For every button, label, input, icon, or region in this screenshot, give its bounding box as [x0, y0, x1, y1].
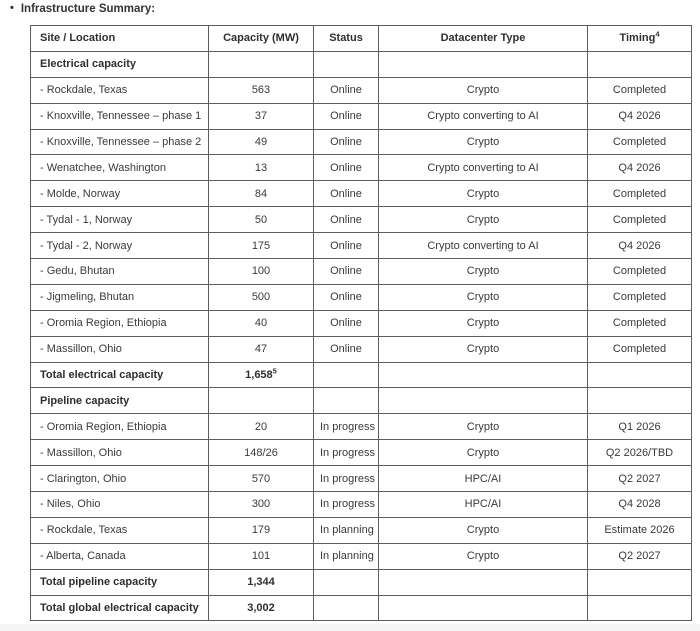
- cell-status: Online: [314, 181, 379, 207]
- cell-site: - Tydal - 2, Norway: [31, 233, 209, 259]
- bottom-strip: [0, 624, 700, 631]
- cell-site: - Wenatchee, Washington: [31, 155, 209, 181]
- cell-dc-type: Crypto: [379, 517, 588, 543]
- cell-capacity: [209, 388, 314, 414]
- cell-capacity: 50: [209, 207, 314, 233]
- table-row: [31, 233, 692, 259]
- column-header-status: Status: [314, 26, 379, 52]
- cell-site: Total global electrical capacity: [31, 595, 209, 621]
- cell-capacity: 13: [209, 155, 314, 181]
- cell-site: - Knoxville, Tennessee – phase 2: [31, 129, 209, 155]
- cell-status: [314, 51, 379, 77]
- cell-capacity: 49: [209, 129, 314, 155]
- cell-site: - Clarington, Ohio: [31, 466, 209, 492]
- table-row: [31, 517, 692, 543]
- cell-capacity: 1,658$^5$: [209, 362, 314, 388]
- cell-status: In planning: [314, 517, 379, 543]
- table-row: [31, 103, 692, 129]
- cell-dc-type: Crypto: [379, 129, 588, 155]
- cell-dc-type: Crypto: [379, 543, 588, 569]
- cell-dc-type: [379, 569, 588, 595]
- cell-site: - Gedu, Bhutan: [31, 259, 209, 285]
- cell-status: Online: [314, 103, 379, 129]
- column-header-capacity: Capacity (MW): [209, 26, 314, 52]
- cell-site: Pipeline capacity: [31, 388, 209, 414]
- cell-timing: [588, 362, 692, 388]
- cell-capacity: 300: [209, 492, 314, 518]
- cell-capacity: 500: [209, 284, 314, 310]
- cell-dc-type: Crypto converting to AI: [379, 103, 588, 129]
- cell-status: [314, 569, 379, 595]
- cell-site: - Massillon, Ohio: [31, 440, 209, 466]
- cell-dc-type: Crypto: [379, 207, 588, 233]
- cell-timing: Completed: [588, 259, 692, 285]
- cell-dc-type: HPC/AI: [379, 492, 588, 518]
- cell-dc-type: [379, 51, 588, 77]
- infrastructure-table: [30, 25, 692, 621]
- cell-site: - Rockdale, Texas: [31, 517, 209, 543]
- cell-status: In progress: [314, 466, 379, 492]
- cell-dc-type: Crypto: [379, 181, 588, 207]
- cell-dc-type: Crypto: [379, 284, 588, 310]
- cell-dc-type: [379, 595, 588, 621]
- cell-site: - Rockdale, Texas: [31, 77, 209, 103]
- table-row: [31, 155, 692, 181]
- infrastructure-table-body: [31, 51, 692, 621]
- table-row: [31, 284, 692, 310]
- cell-capacity: 563: [209, 77, 314, 103]
- cell-timing: Q4 2026: [588, 233, 692, 259]
- table-header: [31, 26, 692, 52]
- cell-timing: Q4 2026: [588, 103, 692, 129]
- cell-timing: Q2 2027: [588, 466, 692, 492]
- cell-capacity: 40: [209, 310, 314, 336]
- table-row: [31, 336, 692, 362]
- cell-status: Online: [314, 129, 379, 155]
- footnote-marker: 5: [272, 366, 277, 376]
- table-row: [31, 595, 692, 621]
- table-row: [31, 388, 692, 414]
- cell-site: - Oromia Region, Ethiopia: [31, 414, 209, 440]
- cell-dc-type: Crypto converting to AI: [379, 155, 588, 181]
- cell-site: - Oromia Region, Ethiopia: [31, 310, 209, 336]
- cell-dc-type: Crypto: [379, 336, 588, 362]
- cell-status: Online: [314, 284, 379, 310]
- cell-timing: Estimate 2026: [588, 517, 692, 543]
- table-row: [31, 569, 692, 595]
- cell-timing: [588, 51, 692, 77]
- cell-site: - Massillon, Ohio: [31, 336, 209, 362]
- cell-timing: [588, 569, 692, 595]
- section-title-text: Infrastructure Summary:: [20, 3, 156, 15]
- table-row: [31, 310, 692, 336]
- cell-status: In progress: [314, 492, 379, 518]
- cell-status: Online: [314, 336, 379, 362]
- cell-timing: Q2 2027: [588, 543, 692, 569]
- cell-capacity: 84: [209, 181, 314, 207]
- table-row: [31, 543, 692, 569]
- cell-dc-type: [379, 362, 588, 388]
- cell-dc-type: HPC/AI: [379, 466, 588, 492]
- cell-dc-type: Crypto: [379, 77, 588, 103]
- cell-capacity: 101: [209, 543, 314, 569]
- bullet-icon: •: [10, 1, 14, 14]
- table-row: [31, 77, 692, 103]
- cell-status: Online: [314, 155, 379, 181]
- cell-site: Total pipeline capacity: [31, 569, 209, 595]
- cell-status: [314, 362, 379, 388]
- cell-status: Online: [314, 233, 379, 259]
- column-header-timing: Timing$^4$: [588, 26, 692, 52]
- cell-timing: Completed: [588, 129, 692, 155]
- cell-site: - Tydal - 1, Norway: [31, 207, 209, 233]
- cell-timing: Q4 2028: [588, 492, 692, 518]
- cell-dc-type: Crypto: [379, 440, 588, 466]
- cell-dc-type: Crypto converting to AI: [379, 233, 588, 259]
- cell-capacity: 148/26: [209, 440, 314, 466]
- cell-status: [314, 388, 379, 414]
- cell-capacity: 3,002: [209, 595, 314, 621]
- table-row: [31, 259, 692, 285]
- cell-dc-type: Crypto: [379, 310, 588, 336]
- cell-timing: [588, 388, 692, 414]
- cell-timing: Q2 2026/TBD: [588, 440, 692, 466]
- cell-capacity: 175: [209, 233, 314, 259]
- table-row: [31, 492, 692, 518]
- cell-timing: Completed: [588, 284, 692, 310]
- cell-capacity: 37: [209, 103, 314, 129]
- table-row: [31, 440, 692, 466]
- cell-capacity: 20: [209, 414, 314, 440]
- cell-timing: Completed: [588, 181, 692, 207]
- cell-timing: Completed: [588, 207, 692, 233]
- cell-status: Online: [314, 259, 379, 285]
- footnote-marker: 4: [655, 29, 660, 39]
- cell-dc-type: Crypto: [379, 414, 588, 440]
- cell-timing: Completed: [588, 336, 692, 362]
- column-header-dc-type: Datacenter Type: [379, 26, 588, 52]
- table-row: [31, 466, 692, 492]
- cell-site: - Alberta, Canada: [31, 543, 209, 569]
- cell-status: Online: [314, 310, 379, 336]
- table-row: [31, 129, 692, 155]
- table-row: [31, 51, 692, 77]
- cell-status: In progress: [314, 414, 379, 440]
- cell-status: Online: [314, 207, 379, 233]
- table-row: [31, 362, 692, 388]
- section-title: [10, 3, 155, 15]
- cell-capacity: 100: [209, 259, 314, 285]
- cell-capacity: 179: [209, 517, 314, 543]
- cell-site: - Knoxville, Tennessee – phase 1: [31, 103, 209, 129]
- cell-status: Online: [314, 77, 379, 103]
- cell-timing: [588, 595, 692, 621]
- cell-site: - Niles, Ohio: [31, 492, 209, 518]
- cell-dc-type: [379, 388, 588, 414]
- cell-timing: Completed: [588, 310, 692, 336]
- header-row: [31, 26, 692, 52]
- cell-capacity: [209, 51, 314, 77]
- table-row: [31, 181, 692, 207]
- column-header-site: Site / Location: [31, 26, 209, 52]
- cell-site: Electrical capacity: [31, 51, 209, 77]
- cell-status: In planning: [314, 543, 379, 569]
- cell-timing: Completed: [588, 77, 692, 103]
- cell-status: [314, 595, 379, 621]
- table-row: [31, 207, 692, 233]
- cell-site: - Molde, Norway: [31, 181, 209, 207]
- cell-capacity: 47: [209, 336, 314, 362]
- cell-timing: Q1 2026: [588, 414, 692, 440]
- cell-site: Total electrical capacity: [31, 362, 209, 388]
- cell-site: - Jigmeling, Bhutan: [31, 284, 209, 310]
- cell-status: In progress: [314, 440, 379, 466]
- table-row: [31, 414, 692, 440]
- cell-capacity: 1,344: [209, 569, 314, 595]
- cell-dc-type: Crypto: [379, 259, 588, 285]
- cell-capacity: 570: [209, 466, 314, 492]
- cell-timing: Q4 2026: [588, 155, 692, 181]
